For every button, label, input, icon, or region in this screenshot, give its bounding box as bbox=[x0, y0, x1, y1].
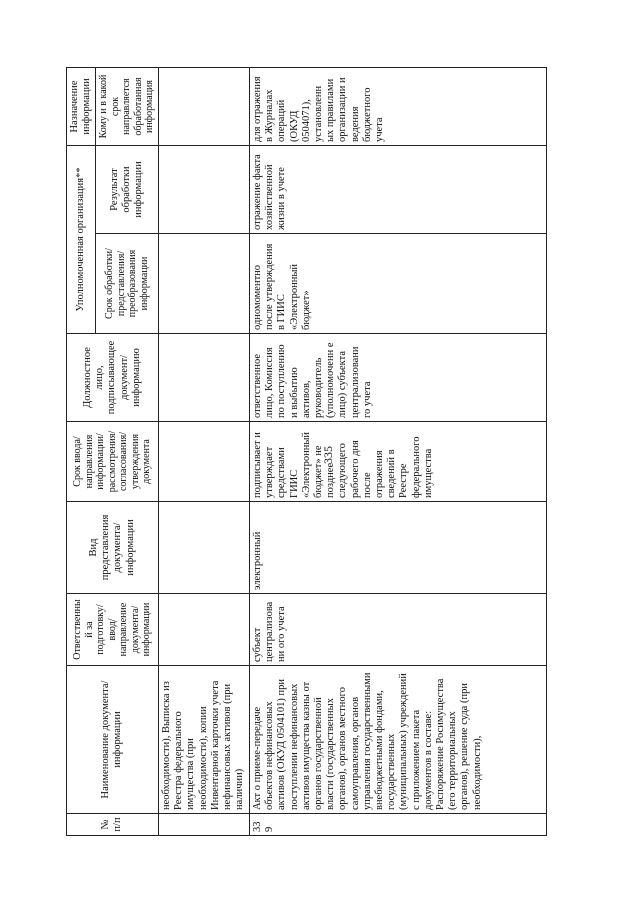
table-row bbox=[158, 68, 249, 836]
header-result: Результат обработки информации bbox=[96, 146, 159, 234]
cell-form: электронный bbox=[249, 502, 546, 594]
cell-name: необходимости), Выписка из Реестра федерального имущества (при необходимости), копии Инвентарной карточки учета нефинансовых активов (при наличии) bbox=[158, 666, 249, 814]
cell-form bbox=[158, 502, 249, 594]
document-table bbox=[66, 67, 547, 836]
cell-official bbox=[158, 334, 249, 422]
cell-destination bbox=[158, 68, 249, 146]
header-authorized-org: Уполномоченная организация** bbox=[67, 146, 96, 334]
table-row bbox=[249, 68, 546, 836]
cell-deadline bbox=[158, 422, 249, 502]
header-name: Наименование документа/информации bbox=[67, 666, 159, 814]
header-num: № п/п bbox=[67, 814, 159, 836]
cell-destination: для отражения в Журналах операций (ОКУД 0504071), установленн ых правилами организации и ведения бюджетного учета bbox=[249, 68, 546, 146]
cell-result bbox=[158, 146, 249, 234]
cell-responsible bbox=[158, 594, 249, 666]
cell-responsible: субъект централизовани ого учета bbox=[249, 594, 546, 666]
header-deadline: Срок ввода/ направления информации/ рассмотрения/ согласования/ утверждения документа bbox=[67, 422, 159, 502]
header-destination: Назначение информации bbox=[67, 68, 96, 146]
page-number: 335 bbox=[321, 446, 335, 464]
cell-official: ответственное лицо, Комиссия по поступлению и выбытию активов, руководитель (уполномоченн е лицо) субъекта централизовани го учета bbox=[249, 334, 546, 422]
cell-result: отражение факта хозяйственной жизни в учете bbox=[249, 146, 546, 234]
cell-deadline: подписывает и утверждает средствами ГИИС «Электронный бюджет» не позднее следующего рабочего дня после отражения сведений в Реестре федерального имущества bbox=[249, 422, 546, 502]
cell-proc-term bbox=[158, 234, 249, 334]
cell-num bbox=[158, 814, 249, 836]
header-form: Вид представления документа/ информации bbox=[67, 502, 159, 594]
header-official: Должностное лицо, подписывающее документ/ информацию bbox=[67, 334, 159, 422]
header-row bbox=[67, 68, 96, 836]
header-responsible: Ответственный за подготовку/ ввод/ направление документа/ информации bbox=[67, 594, 159, 666]
cell-name: Акт о приеме-передаче объектов нефинансовых активов (ОКУД 0504101) при поступлении нефинансовых активов имущества казны от органов государственной власти (государственных органов), органов местного самоуправления, органов управления государственными внебюджетными фондами, государственных (муниципальных) учреждений с приложением пакета документов в составе: Распоряжение Росимущества (его территориальных органов), решение суда (при необходимости), bbox=[249, 666, 546, 814]
cell-proc-term: одномоментно после утверждения в ГИИС «Электронный бюджет» bbox=[249, 234, 546, 334]
cell-num: 339 bbox=[249, 814, 546, 836]
header-destination-sub: Кому и в какой срок направляется обработанная информация bbox=[96, 68, 159, 146]
header-proc-term: Срок обработки/ представления/ преобразования информации bbox=[96, 234, 159, 334]
rotated-table-wrapper bbox=[66, 68, 636, 836]
